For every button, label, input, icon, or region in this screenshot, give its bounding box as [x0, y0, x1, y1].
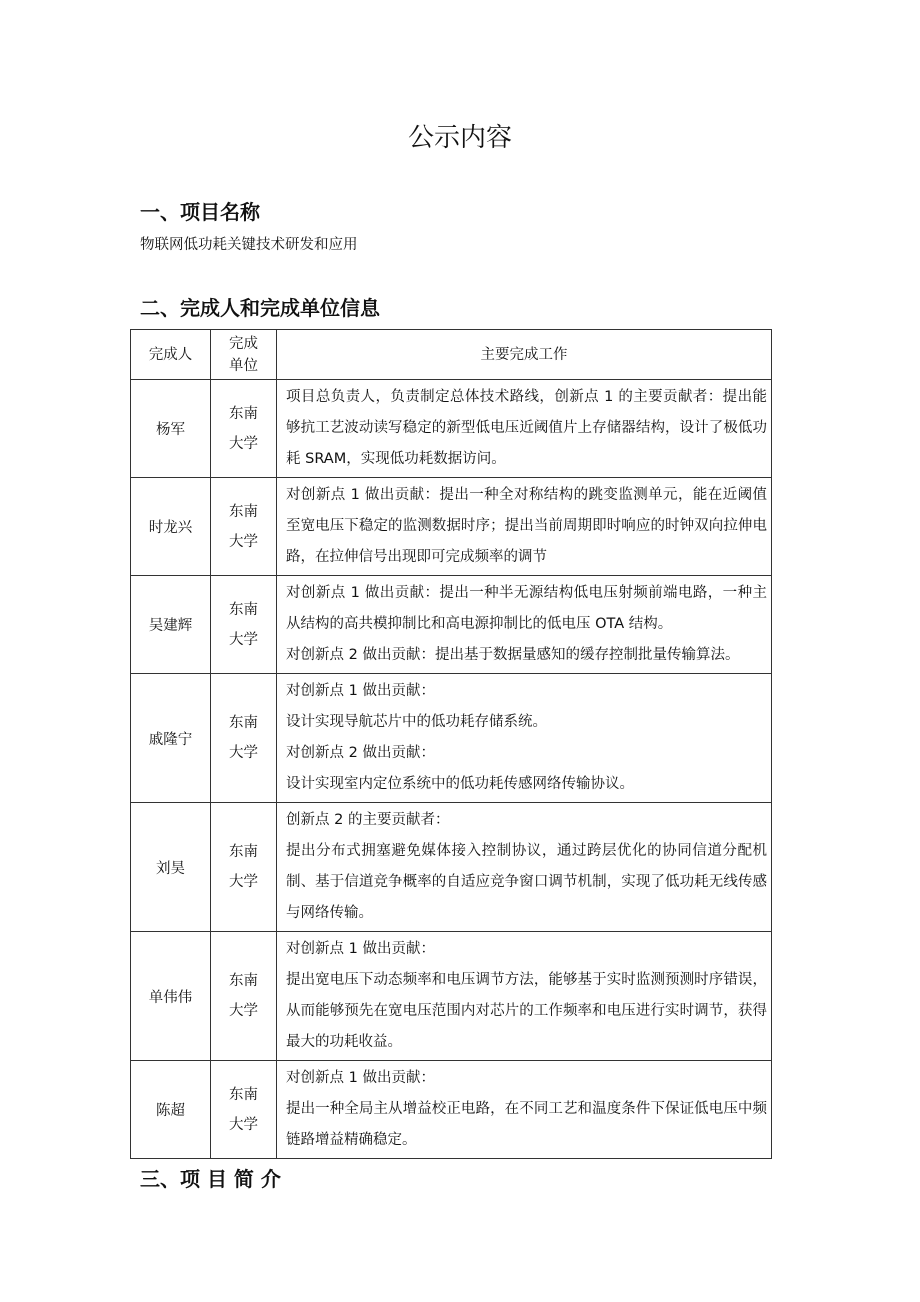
- table-row: [131, 803, 772, 932]
- work-paragraph: 设计实现导航芯片中的低功耗存储系统。: [286, 714, 547, 730]
- work-paragraph: 提出宽电压下动态频率和电压调节方法，能够基于实时监测预测时序错误，从而能够预先在宽电压范围内对芯片的工作频率和电压进行实时调节，获得最大的功耗收益。: [286, 972, 767, 1050]
- table-row: [131, 576, 772, 674]
- table-row: [131, 674, 772, 803]
- section2-heading: 二、完成人和完成单位信息: [140, 296, 380, 320]
- work-paragraph: 对创新点 2 做出贡献：: [286, 745, 435, 761]
- contributor-unit: 东南 大学: [211, 380, 277, 478]
- work-paragraph: 设计实现室内定位系统中的低功耗传感网络传输协议。: [286, 776, 634, 792]
- contributor-unit: 东南 大学: [211, 932, 277, 1061]
- work-paragraph: 创新点 2 的主要贡献者：: [286, 812, 450, 828]
- contributor-work: [277, 932, 772, 1061]
- page-title: 公示内容: [407, 123, 512, 153]
- contributor-unit: 东南 大学: [211, 1061, 277, 1159]
- header-work: 主要完成工作: [277, 330, 772, 380]
- contributor-unit: 东南 大学: [211, 803, 277, 932]
- table-row: [131, 478, 772, 576]
- work-paragraph: 提出一种全局主从增益校正电路，在不同工艺和温度条件下保证低电压中频链路增益精确稳定。: [286, 1101, 767, 1148]
- table-row: [131, 1061, 772, 1159]
- project-name: 物联网低功耗关键技术研发和应用: [140, 237, 358, 253]
- contributor-work: [277, 674, 772, 803]
- contributor-name: 刘昊: [131, 803, 211, 932]
- work-paragraph: 对创新点 1 做出贡献：: [286, 683, 435, 699]
- work-paragraph: 项目总负责人，负责制定总体技术路线，创新点 1 的主要贡献者：提出能够抗工艺波动读写稳定的新型低电压近阈值片上存储器结构，设计了极低功耗 SRAM，实现低功耗数据访问。: [286, 389, 767, 467]
- contributor-name: 戚隆宁: [131, 674, 211, 803]
- contributor-name: 杨军: [131, 380, 211, 478]
- contributor-work: [277, 478, 772, 576]
- table-header-row: [131, 330, 772, 380]
- work-paragraph: 对创新点 1 做出贡献：: [286, 941, 435, 957]
- contributor-name: 时龙兴: [131, 478, 211, 576]
- contributor-name: 吴建辉: [131, 576, 211, 674]
- header-name: 完成人: [131, 330, 211, 380]
- work-paragraph: 提出分布式拥塞避免媒体接入控制协议，通过跨层优化的协同信道分配机制、基于信道竞争概率的自适应竞争窗口调节机制，实现了低功耗无线传感与网络传输。: [286, 843, 767, 921]
- contributor-work: [277, 380, 772, 478]
- table-row: [131, 932, 772, 1061]
- contributor-name: 单伟伟: [131, 932, 211, 1061]
- header-unit: 完成 单位: [211, 330, 277, 380]
- table-row: [131, 380, 772, 478]
- section1-heading: 一、项目名称: [140, 200, 260, 224]
- work-paragraph: 对创新点 1 做出贡献：提出一种半无源结构低电压射频前端电路，一种主从结构的高共模抑制比和高电源抑制比的低电压 OTA 结构。: [286, 585, 767, 632]
- work-paragraph: 对创新点 1 做出贡献：提出一种全对称结构的跳变监测单元，能在近阈值至宽电压下稳定的监测数据时序；提出当前周期即时响应的时钟双向拉伸电路，在拉伸信号出现即可完成频率的调节: [286, 487, 767, 565]
- contributor-work: [277, 1061, 772, 1159]
- contributor-unit: 东南 大学: [211, 576, 277, 674]
- contributor-name: 陈超: [131, 1061, 211, 1159]
- section3-heading: 三、项 目 简 介: [140, 1167, 281, 1191]
- work-paragraph: 对创新点 1 做出贡献：: [286, 1070, 435, 1086]
- contributor-work: [277, 803, 772, 932]
- contributor-unit: 东南 大学: [211, 674, 277, 803]
- contributor-work: [277, 576, 772, 674]
- contributors-table: [130, 329, 772, 1159]
- contributor-unit: 东南 大学: [211, 478, 277, 576]
- work-paragraph: 对创新点 2 做出贡献：提出基于数据量感知的缓存控制批量传输算法。: [286, 647, 740, 663]
